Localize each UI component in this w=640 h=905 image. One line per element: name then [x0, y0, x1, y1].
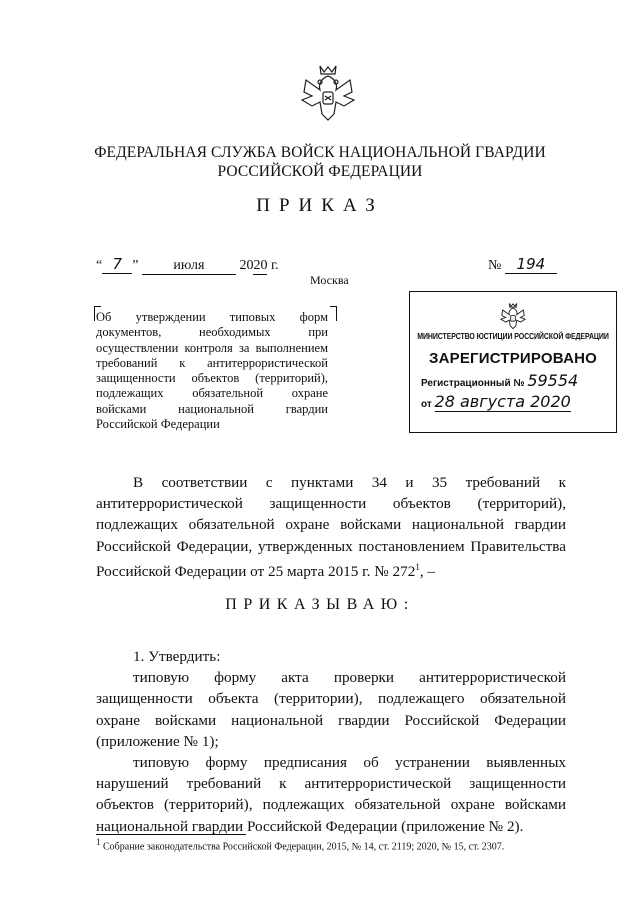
- stamp-reg-row: [410, 371, 616, 390]
- date-year-suffix: 20: [253, 258, 268, 273]
- subject-corner-right: [330, 306, 337, 321]
- date-year-mark: г.: [270, 258, 279, 273]
- agency-name-line2: РОССИЙСКОЙ ФЕДЕРАЦИИ: [217, 163, 423, 180]
- order-number-label: №: [488, 258, 502, 273]
- date-day: 7: [102, 255, 132, 274]
- subject-text: Об утверждении типовых форм документов, необходимых при осуществлении контроля за выполнением требований к антитеррористической защищенности объектов (территорий), подлежащих обязательной охране войсками национальной гвардии Российской Федерации: [96, 310, 328, 432]
- stamp-registered: ЗАРЕГИСТРИРОВАНО: [428, 350, 598, 367]
- stamp-ministry: МИНИСТЕРСТВО ЮСТИЦИИ РОССИЙСКОЙ ФЕДЕРАЦИИ: [417, 333, 609, 342]
- document-title: ПРИКАЗ: [256, 195, 384, 216]
- date-open-quote: “: [96, 258, 103, 273]
- preamble-footnote-marker: 1: [415, 561, 420, 572]
- agency-name-line1: ФЕДЕРАЛЬНАЯ СЛУЖБА ВОЙСК НАЦИОНАЛЬНОЙ ГВАРДИИ: [94, 144, 546, 161]
- item-1-b: типовую форму предписания об устранении выявленных нарушений требований к антитеррористической защищенности объектов (территорий), подлежащих обязательной охране войсками национальной гвардии Российской Федерации (приложение № 2).: [96, 754, 566, 835]
- city: Москва: [310, 273, 349, 287]
- item-1-a: типовую форму акта проверки антитеррористической защищенности объекта (территории), подлежащего обязательной охране войсками национальной гвардии Российской Федерации (приложение № 1);: [96, 669, 566, 750]
- preamble-paragraph: [96, 472, 566, 582]
- footnote-rule: [96, 834, 246, 835]
- subject-block: [96, 310, 328, 432]
- order-word: ПРИКАЗЫВАЮ:: [225, 596, 415, 613]
- preamble-text: В соответствии с пунктами 34 и 35 требований к антитеррористической защищенности объектов (территорий), подлежащих обязательной охране войсками национальной гвардии Российской Федерации, утвержденных постановлением Правительства Российской Федерации от 25 марта 2015 г. № 272: [96, 474, 566, 580]
- stamp-reg-number: 59554: [527, 371, 579, 390]
- order-number-value: 194: [505, 255, 557, 274]
- stamp-coat-of-arms-icon: [499, 301, 527, 331]
- stamp-reg-label: Регистрационный №: [421, 378, 525, 389]
- preamble-ending: , –: [419, 562, 436, 580]
- stamp-date-row: [410, 392, 616, 411]
- stamp-date-value: 28 августа 2020: [434, 392, 571, 411]
- date-line: [96, 255, 279, 275]
- footnote-text: Собрание законодательства Российской Федерации, 2015, № 14, ст. 2119; 2020, № 15, ст. 2307.: [100, 841, 505, 853]
- stamp-date-label: от: [421, 399, 432, 410]
- date-year-prefix: 20: [239, 258, 254, 273]
- date-close-quote: ”: [132, 258, 139, 273]
- coat-of-arms-icon: [298, 62, 358, 124]
- item-1: 1. Утвердить:: [133, 648, 221, 665]
- registration-stamp: [409, 291, 617, 433]
- date-month: июля: [142, 258, 236, 275]
- preamble: [96, 472, 566, 582]
- order-items: [96, 646, 566, 837]
- footnote-marker: 1: [96, 837, 101, 847]
- footnote: [96, 837, 504, 852]
- order-number: [488, 255, 557, 274]
